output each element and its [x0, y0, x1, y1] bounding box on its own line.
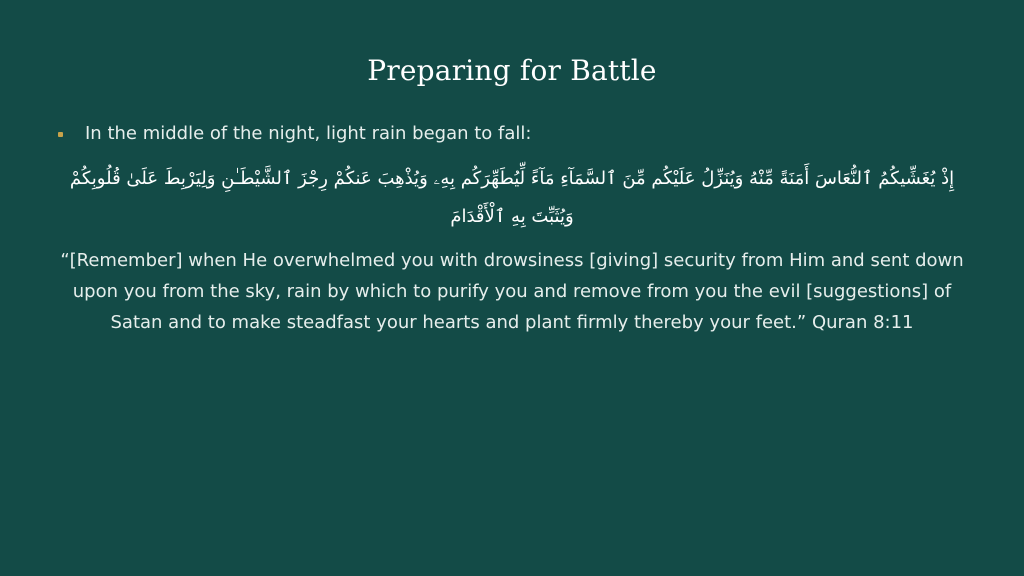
bullet-text: In the middle of the night, light rain began to fall:	[85, 123, 532, 144]
slide-title: Preparing for Battle	[367, 54, 657, 87]
bullet-item	[58, 123, 978, 144]
arabic-verse: إِذْ يُغَشِّيكُمُ ٱلنُّعَاسَ أَمَنَةً مِّنْهُ وَيُنَزِّلُ عَلَيْكُم مِّنَ ٱلسَّمَآءِ مَآءً لِّيُطَهِّرَكُم بِهِۦ وَيُذْهِبَ عَنكُمْ رِجْزَ ٱلشَّيْطَـٰنِ وَلِيَرْبِطَ عَلَىٰ قُلُوبِكُمْ وَيُثَبِّتَ بِهِ ٱلْأَقْدَامَ	[69, 168, 955, 227]
verse-translation: “[Remember] when He overwhelmed you with drowsiness [giving] security from Him and sent down upon you from the sky, rain by which to purify you and remove from you the evil [suggestions] of Satan and to make steadfast your hearts and plant firmly thereby your feet.” Quran 8:11	[60, 250, 964, 333]
bullet-icon	[58, 132, 63, 137]
